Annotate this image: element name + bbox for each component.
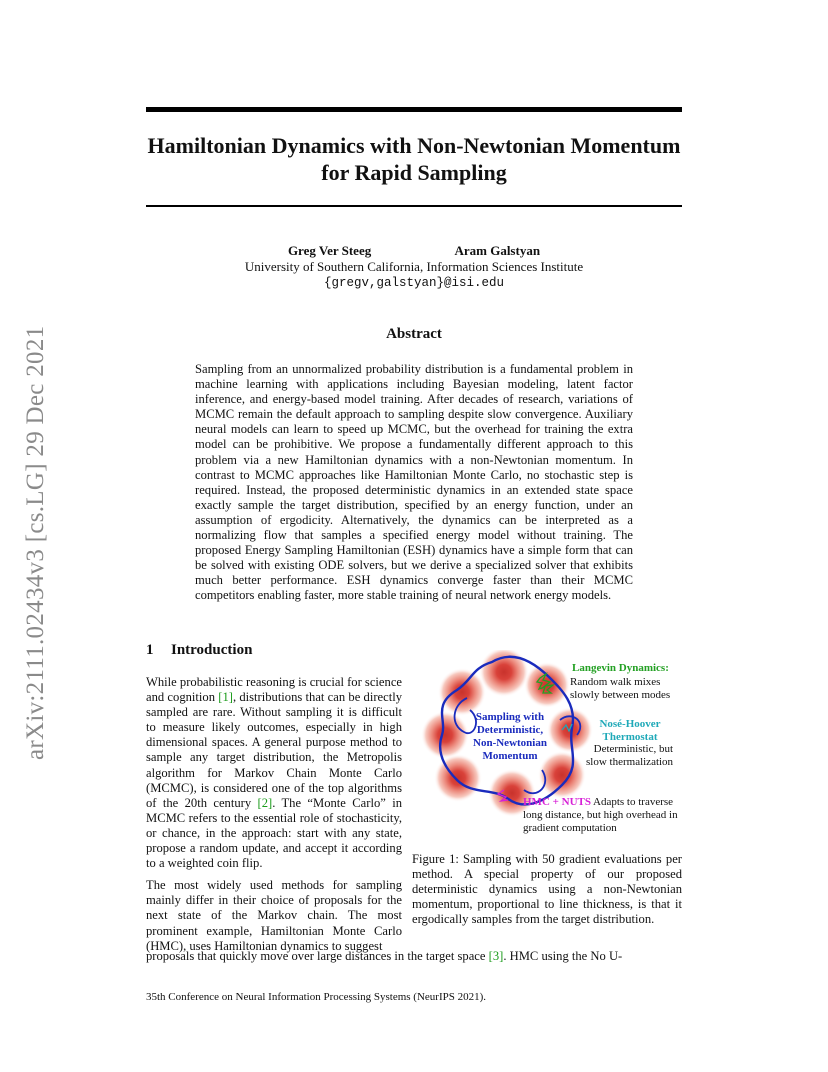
section-title: Introduction bbox=[171, 642, 253, 658]
intro-paragraph-2: The most widely used methods for sampling mainly differ in their choice of proposals for the next state of the Markov chain. The most prominent example, Hamiltonian Monte Carlo (HMC), uses Hamiltonian dynamics to suggest bbox=[146, 878, 402, 953]
figure-label-hmc-desc: Adapts to traverse bbox=[593, 796, 674, 808]
paper-title: Hamiltonian Dynamics with Non-Newtonian Momentum for Rapid Sampling bbox=[147, 133, 681, 185]
mode-blob bbox=[421, 711, 469, 759]
conference-footnote: 35th Conference on Neural Information Processing Systems (NeurIPS 2021). bbox=[146, 991, 487, 1003]
figure-label-our-method: Sampling with Deterministic, Non-Newtonian Momentum bbox=[473, 711, 547, 762]
citation-link[interactable]: [1] bbox=[218, 690, 233, 705]
author-block bbox=[146, 243, 682, 291]
abstract-heading: Abstract bbox=[386, 326, 442, 342]
abstract-text: Sampling from an unnormalized probability distribution is a fundamental problem in machine learning with applications including Bayesian modeling, latent factor inference, and energy-based model training. After decades of research, variations of MCMC remain the default approach to sampling despite slow convergence. Auxiliary neural models can learn to speed up MCMC, but the overhead for training the extra model can be prohibitive. We propose a fundamentally different approach to this problem via a new Hamiltonian dynamics with a non-Newtonian momentum. In contrast to MCMC approaches like Hamiltonian Monte Carlo, no stochastic step is required. Instead, the proposed deterministic dynamics in an extended state space exactly sample the target distribution, specified by an energy function, under an assumption of ergodicity. Alternatively, the dynamics can be interpreted as a normalizing flow that samples a specified energy model without training. The proposed Energy Sampling Hamiltonian (ESH) dynamics have a simple form that can be solved with existing ODE solvers, but we derive a specialized solver that exhibits much better performance. ESH dynamics converge faster than their MCMC competitors enabling faster, more stable training of neural network energy models. bbox=[195, 362, 633, 603]
citation-link[interactable]: [2] bbox=[257, 795, 273, 810]
figure-label-hmc: HMC + NUTS bbox=[523, 796, 591, 808]
figure-label-langevin: Langevin Dynamics: bbox=[572, 662, 669, 674]
figure-label-nose-hoover-desc: Deterministic, but slow thermalization bbox=[586, 743, 674, 768]
title-bottom-rule bbox=[146, 205, 682, 207]
author-name: Aram Galstyan bbox=[454, 243, 541, 258]
author-name: Greg Ver Steeg bbox=[287, 243, 372, 258]
figure-caption: Figure 1: Sampling with 50 gradient evaluations per method. A special property of our proposed deterministic dynamics using a non-Newtonian momentum, proportional to line thickness, is that it ergodically samples from the target distribution. bbox=[412, 852, 682, 927]
intro-paragraph-2-continued: proposals that quickly move over large distances in the target space [3]. HMC using the No U- bbox=[146, 949, 623, 963]
figure-label-nose-hoover: Nosé-Hoover Thermostat bbox=[599, 718, 661, 743]
intro-paragraph-1: While probabilistic reasoning is crucial for science and cognition [1], distributions that can be directly sampled are rare. Without sampling it is difficult to measure likely outcomes, especially in high dimensional spaces. A general purpose method to sample any target distribution, the Metropolis algorithm for Markov Chain Monte Carlo (MCMC), is considered one of the top algorithms of the 20th century [2]. The “Monte Carlo” in MCMC refers to the essential role of stochasticity, or chance, in the approach: start with any state, propose a random update, and accept it according to a weighted coin flip. bbox=[146, 675, 402, 871]
figure-label-langevin-desc: Random walk mixes slowly between modes bbox=[570, 676, 671, 701]
section-heading bbox=[146, 642, 252, 659]
figure-label-hmc-desc-2: long distance, but high overhead in gradient computation bbox=[523, 809, 678, 834]
author-email: {gregv,galstyan}@isi.edu bbox=[323, 276, 505, 290]
intro-column bbox=[146, 675, 402, 961]
citation-link[interactable]: [3] bbox=[488, 949, 504, 963]
mode-blob bbox=[438, 668, 486, 716]
section-number: 1 bbox=[146, 642, 154, 658]
title-top-rule bbox=[146, 107, 682, 112]
arxiv-identifier: arXiv:2111.02434v3 [cs.LG] 29 Dec 2021 bbox=[22, 325, 49, 760]
author-affiliation: University of Southern California, Information Sciences Institute bbox=[244, 259, 584, 274]
